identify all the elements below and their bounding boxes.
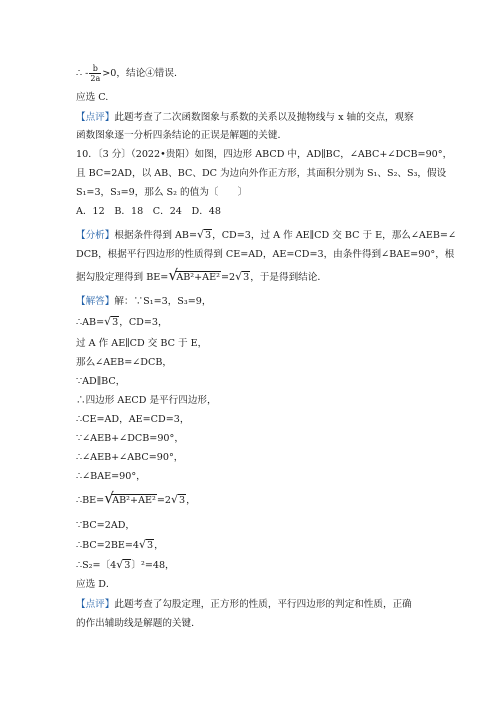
fraction-denominator: 2a	[90, 74, 101, 83]
solution-line-12: ∵BC=2AD，	[76, 520, 136, 531]
radicand: 3	[205, 230, 212, 241]
radicand: 3	[243, 272, 250, 283]
solution-line-8: ∵∠AEB+∠DCB=90°，	[76, 433, 184, 444]
fraction	[89, 64, 101, 83]
solution-line-3: 过 A 作 AE∥CD 交 BC 于 E，	[76, 338, 208, 349]
fraction-numerator: b	[89, 64, 101, 74]
sqrt: √ 3	[139, 538, 154, 551]
comment-tag: 【点评】	[76, 112, 115, 123]
text: 此题考查了勾股定理，正方形的性质，平行四边形的判定和性质，正确	[114, 599, 412, 610]
sqrt: √ 3	[104, 315, 119, 328]
radicand: 3	[147, 540, 154, 551]
text: ，于是得到结论．	[250, 272, 327, 283]
solution-line-10: ∴∠BAE=90°，	[76, 471, 146, 482]
text: >0，结论④错误．	[102, 68, 184, 79]
solution-line-14	[76, 560, 175, 572]
analysis-line-1	[76, 230, 456, 242]
text: 〕²=48，	[131, 560, 175, 571]
solution-line-6: ∴四边形 AECD 是平行四边形，	[76, 395, 217, 406]
text: 解：∵S₁=3，S₃=9，	[114, 296, 212, 307]
line-comment-2-cont: 的作出辅助线是解题的关键．	[76, 618, 201, 629]
solution-tag: 【解答】	[76, 296, 115, 307]
text: =2	[156, 495, 171, 506]
radicand: AB²+AE²	[112, 495, 156, 506]
line-answer-c: 应选 C.	[76, 92, 109, 103]
radicand: AB²+AE²	[176, 272, 220, 283]
line-conclusion-4	[76, 64, 184, 83]
text: =2	[220, 272, 236, 283]
solution-line-4: 那么∠AEB=∠DCB，	[76, 357, 172, 368]
text: 根据条件得到 AB=	[114, 230, 198, 241]
radicand: 3	[112, 317, 119, 328]
solution-line-11	[76, 489, 196, 507]
line-comment-2	[76, 599, 412, 611]
solution-line-9: ∴∠AEB+∠ABC=90°，	[76, 452, 184, 463]
sqrt: √ 3	[116, 558, 131, 571]
line-comment-1-cont: 函数图象逐一分析四条结论的正误是解题的关键．	[76, 130, 288, 141]
sqrt: √ AB²+AE²	[168, 266, 220, 284]
text: ∴S₂=〔4	[76, 560, 117, 571]
solution-line-13	[76, 540, 164, 552]
comment-tag: 【点评】	[76, 599, 115, 610]
solution-line-2	[76, 317, 168, 329]
line-comment-1	[76, 112, 414, 124]
analysis-line-3	[76, 266, 327, 284]
sqrt: √ 3	[235, 270, 250, 283]
sqrt: √ 3	[171, 493, 186, 506]
question-10-line-3: S₁=3，S₃=9，那么 S₂ 的值为〔 〕	[76, 187, 248, 198]
solution-answer-d: 应选 D．	[76, 579, 116, 590]
analysis-line-2: DCB，根据平行四边形的性质得到 CE=AD，AE=CD=3，由条件得到∠BAE=90°，根	[76, 249, 455, 260]
solution-line-7: ∴CE=AD，AE=CD=3，	[76, 414, 190, 425]
analysis-tag: 【分析】	[76, 230, 115, 241]
text: ∴AB=	[76, 317, 105, 328]
question-10-line-1: 10．〔3 分〕（2022•贵阳）如图，四边形 ABCD 中，AD∥BC，∠ABC+∠DCB=90°，	[76, 149, 453, 160]
radicand: 3	[124, 560, 131, 571]
text: ，CD=3，	[119, 317, 168, 328]
text: ∴BC=2BE=4	[76, 540, 140, 551]
text: 据勾股定理得到 BE=	[76, 272, 169, 283]
solution-line-1	[76, 296, 211, 308]
text: 此题考查了二次函数图象与系数的关系以及抛物线与 x 轴的交点，观察	[114, 112, 414, 123]
radicand: 3	[179, 495, 186, 506]
sqrt: √ 3	[197, 228, 212, 241]
sqrt: √ AB²+AE²	[104, 489, 156, 507]
text: ∴BE=	[76, 495, 105, 506]
question-10-options: A．12 B．18 C．24 D．48	[76, 206, 221, 217]
text: ，CD=3，过 A 作 AE∥CD 交 BC 于 E，那么∠AEB=∠	[212, 230, 456, 241]
text: ∴ -	[76, 68, 89, 79]
text: ，	[186, 495, 196, 506]
question-10-line-2: 且 BC=2AD，以 AB、BC、DC 为边向外作正方形，其面积分别为 S₁、S₂、S₃，假设	[76, 168, 447, 179]
text: ，	[154, 540, 164, 551]
solution-line-5: ∵AD∥BC，	[76, 376, 126, 387]
